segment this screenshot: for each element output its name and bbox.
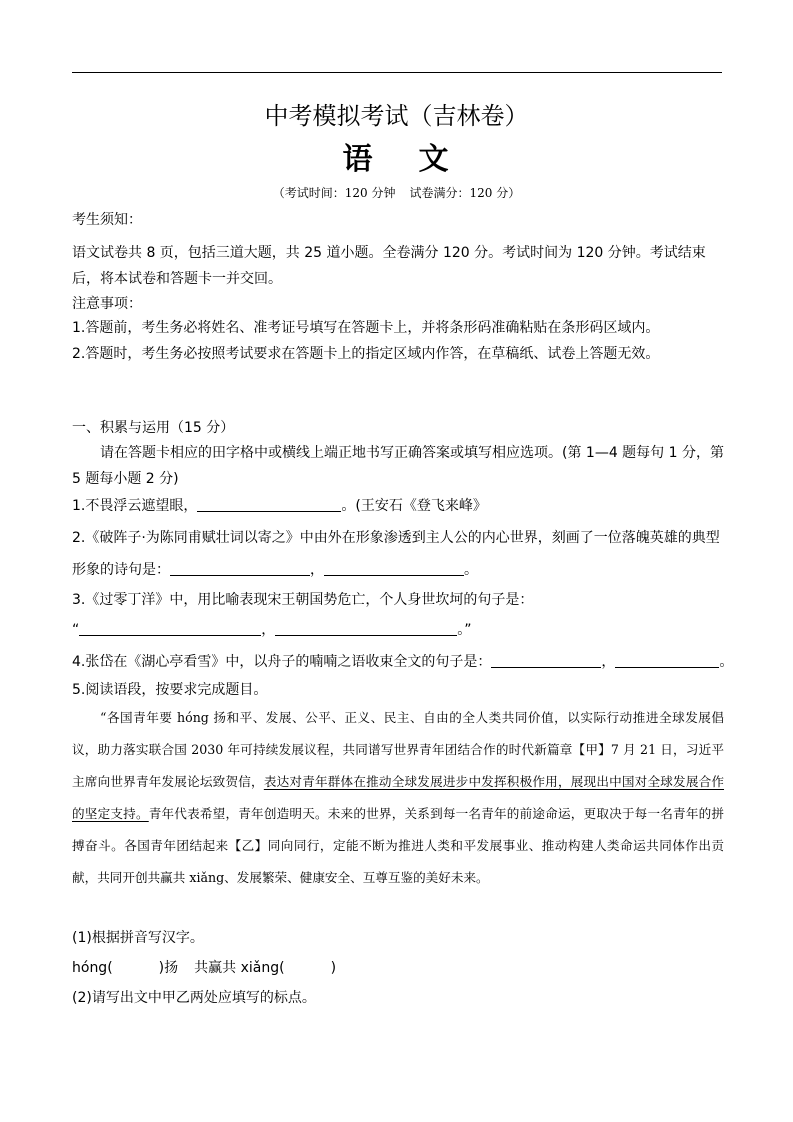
q3-close-quote: 。” [457,622,472,638]
subject-char-1: 语 [342,142,375,177]
attention-item-2: 2.答题时，考生务必按照考试要求在答题卡上的指定区域内作答，在草稿纸、试卷上答题无效。 [72,346,660,362]
subject-title [0,140,793,180]
subject-char-2: 文 [418,142,451,177]
question-2-line-1: 2.《破阵子·为陈同甫赋壮词以寄之》中由外在形象渗透到主人公的内心世界，刻画了一位落魄英雄的典型 [72,530,720,546]
sub-question-2: (2)请写出文中甲乙两处应填写的标点。 [72,990,316,1006]
reading-passage [72,702,724,894]
notice-heading: 考生须知： [72,212,142,228]
q2-comma: ， [310,562,324,578]
section-instruction: 请在答题卡相应的田字格中或横线上端正地书写正确答案或填写相应选项。(第 1—4 题每句 1 分，第 5 题每小题 2 分) [72,445,724,487]
q1-suffix: 。(王安石《登飞来峰》 [341,498,487,514]
top-rule [72,72,722,73]
pinyin-hong: hóng( [72,960,113,976]
pinyin-xiang-close: ) [330,960,337,976]
sub-question-1-answers [72,958,724,978]
q3-open-quote: “ [72,622,80,638]
q4-comma: ， [601,654,616,670]
q4-answer-blank-2[interactable] [615,653,719,668]
q2-answer-blank-1[interactable] [170,561,310,576]
q2-answer-blank-2[interactable] [324,561,464,576]
q4-prefix: 4.张岱在《湖心亭看雪》中，以舟子的喃喃之语收束全文的句子是： [72,654,492,670]
q3-comma: ， [261,622,276,638]
q4-end: 。 [719,654,734,670]
passage-underlined-sentence: 表达对青年群体在推动全球发展进步中发挥积极作用，展现出中国对全球发展合作的坚定支持。 [72,774,725,821]
q1-prefix: 1.不畏浮云遮望眼， [72,498,198,514]
q2-prefix: 形象的诗句是： [72,562,170,578]
attention-item-1: 1.答题前，考生务必将姓名、准考证号填写在答题卡上，并将条形码准确粘贴在条形码区域内。 [72,320,660,336]
notice-body: 语文试卷共 8 页，包括三道大题，共 25 道小题。全卷满分 120 分。考试时间为 120 分钟。考试结束后，将本试卷和答题卡一并交回。 [72,245,706,287]
passage-part-1: “各国青年要 hóng 扬和平、发展、公平、正义、民主、自由的全人类共同价值，以实际行动推进全球发展倡议，助力落实联合国 2030 年可持续发展议程，共同谱写世界青年团结合作的时代新篇章【甲】7 月 21 日，习近平主席向世界青年发展论坛致贺信， [72,710,724,789]
pinyin-xiang: 共赢共 xiǎng( [194,960,285,976]
question-2-line-2 [72,560,724,580]
sub-question-1: (1)根据拼音写汉字。 [72,930,204,946]
attention-heading: 注意事项： [72,296,142,312]
exam-time: （考试时间：120 分钟 [272,186,396,200]
question-4 [72,652,734,672]
question-3-line-2 [72,620,724,640]
exam-info [0,184,793,202]
q3-answer-blank-2[interactable] [275,621,457,636]
q4-answer-blank-1[interactable] [491,653,601,668]
question-3-line-1: 3.《过零丁洋》中，用比喻表现宋王朝国势危亡，个人身世坎坷的句子是： [72,592,534,608]
q2-end: 。 [464,562,478,578]
pinyin-hong-close: )扬 [158,960,179,976]
question-5: 5.阅读语段，按要求完成题目。 [72,682,268,698]
passage-part-2: 青年代表希望，青年创造明天。未来的世界，关系到每一名青年的前途命运，更取决于每一名青年的拼搏奋斗。各国青年团结起来【乙】同向同行，定能不断为推进人类和平发展事业、推动构建人类命运共同体作出贡献，共同开创共赢共 xiǎng、发展繁荣、健康安全、互尊互鉴的美好未来。 [72,806,725,885]
question-1 [72,496,724,516]
q3-answer-blank-1[interactable] [79,621,261,636]
section-heading: 一、积累与运用（15 分） [72,420,235,436]
exam-score: 试卷满分：120 分） [409,186,521,200]
q1-answer-blank[interactable] [197,497,341,512]
exam-title: 中考模拟考试（吉林卷） [264,102,529,130]
